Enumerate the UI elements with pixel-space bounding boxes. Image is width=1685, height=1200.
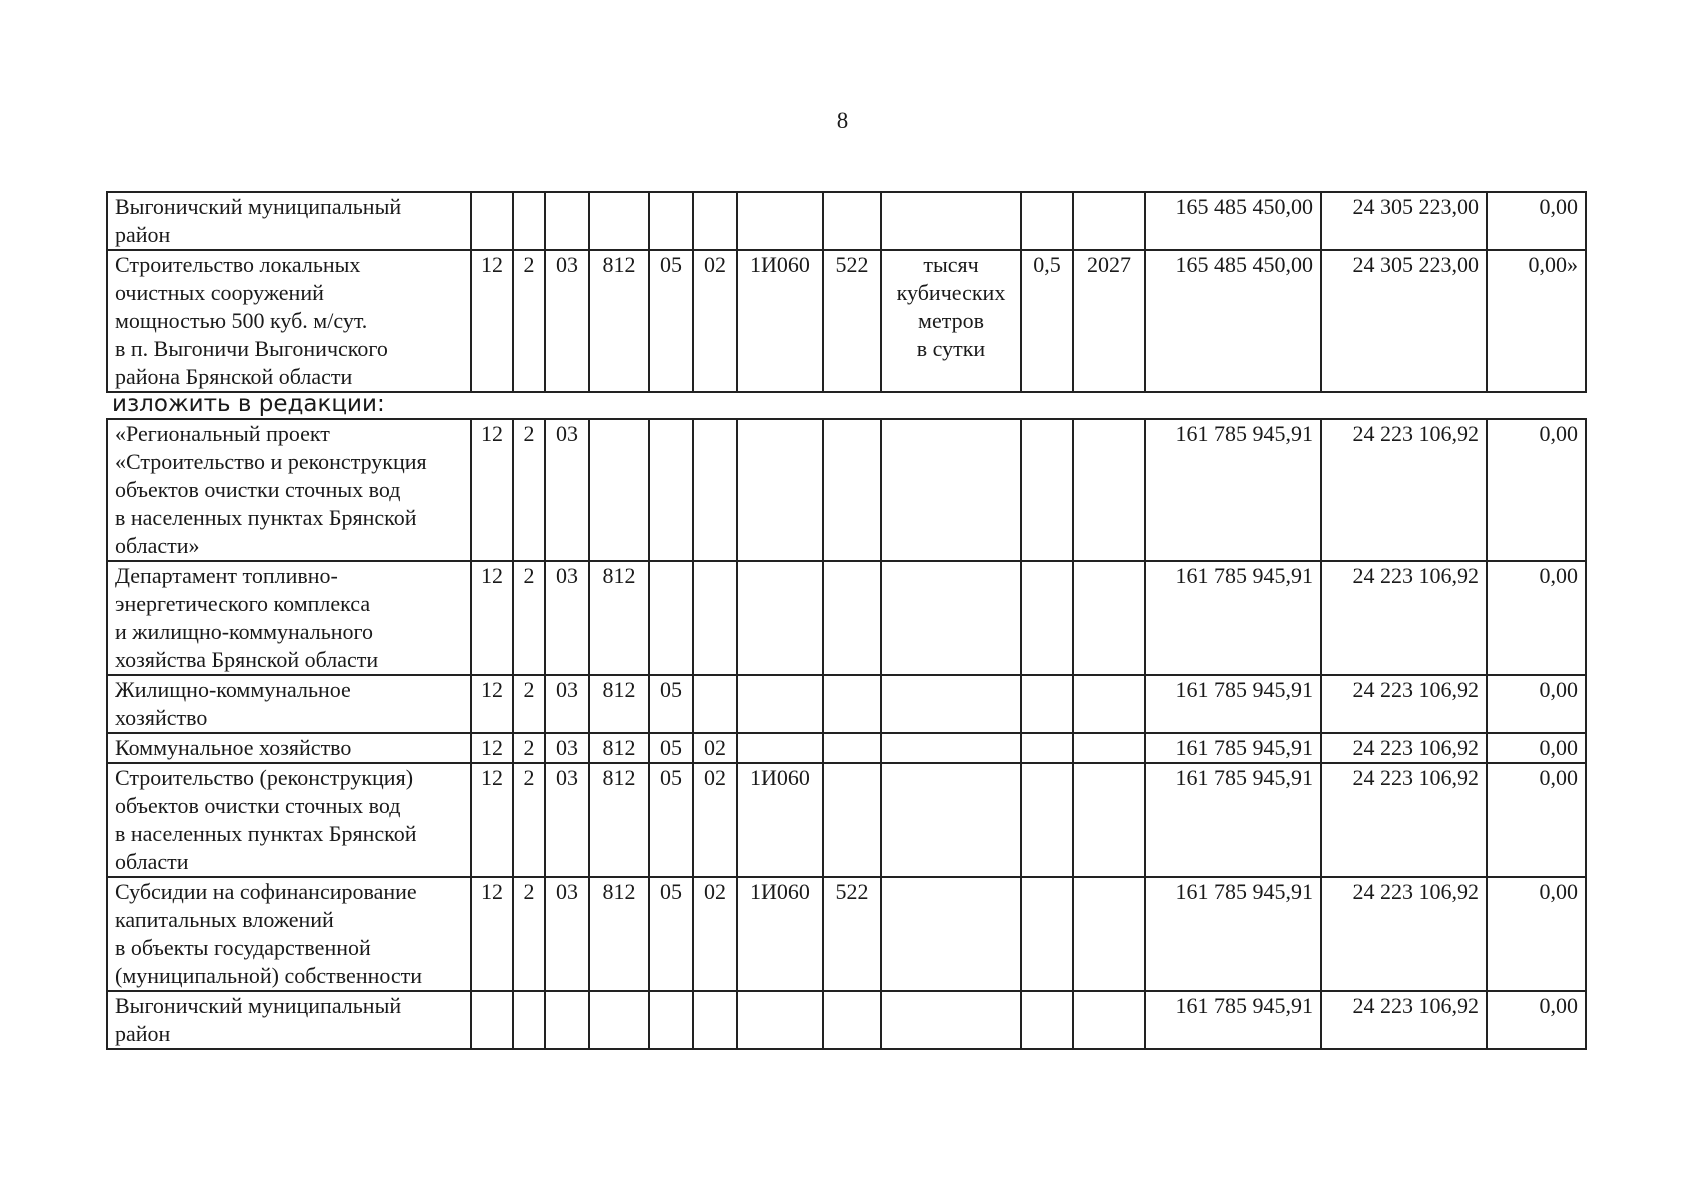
indicator-value-cell: 0,5 — [1021, 250, 1073, 392]
code-cell-8 — [823, 763, 881, 877]
row-name-line: района Брянской области — [115, 364, 353, 389]
year-cell — [1073, 877, 1145, 991]
code-cell-5 — [649, 192, 693, 250]
code-cell-5: 05 — [649, 250, 693, 392]
amount-cell-1: 161 785 945,91 — [1145, 419, 1321, 561]
code-cell-6: 02 — [693, 877, 737, 991]
year-cell — [1073, 419, 1145, 561]
row-name-line: в населенных пунктах Брянской — [115, 821, 417, 846]
amount-cell-2: 24 305 223,00 — [1321, 250, 1487, 392]
code-cell-8 — [823, 192, 881, 250]
code-cell-6 — [693, 192, 737, 250]
row-name-line: (муниципальной) собственности — [115, 963, 423, 988]
amount-cell-1: 161 785 945,91 — [1145, 675, 1321, 733]
table-row — [107, 419, 1586, 561]
row-name-line: области — [115, 849, 189, 874]
code-cell-5: 05 — [649, 675, 693, 733]
row-name-cell — [107, 419, 471, 561]
row-name-line: Строительство (реконструкция) — [115, 765, 414, 790]
code-cell-8 — [823, 561, 881, 675]
page-number: 8 — [836, 108, 849, 133]
budget-table-new — [106, 418, 1587, 1050]
code-cell-8 — [823, 733, 881, 763]
unit-cell — [881, 675, 1021, 733]
row-name-line: энергетического комплекса — [115, 591, 371, 616]
row-name-line: области» — [115, 533, 200, 558]
year-cell — [1073, 991, 1145, 1049]
code-cell-1: 12 — [471, 877, 513, 991]
row-name-line: район — [115, 222, 171, 247]
row-name-cell — [107, 192, 471, 250]
row-name-cell — [107, 675, 471, 733]
table-row — [107, 250, 1586, 392]
code-cell-8 — [823, 675, 881, 733]
code-cell-4: 812 — [589, 250, 649, 392]
row-name-line: в объекты государственной — [115, 935, 371, 960]
row-name-line: «Региональный проект — [115, 421, 330, 446]
row-name-cell — [107, 561, 471, 675]
amount-cell-1: 161 785 945,91 — [1145, 733, 1321, 763]
code-cell-3: 03 — [545, 733, 589, 763]
unit-cell — [881, 877, 1021, 991]
row-name-line: Субсидии на софинансирование — [115, 879, 417, 904]
unit-cell: тысяч кубических метров в сутки — [881, 250, 1021, 392]
amount-cell-2: 24 223 106,92 — [1321, 763, 1487, 877]
indicator-value-cell — [1021, 561, 1073, 675]
row-name-line: хозяйство — [115, 705, 208, 730]
code-cell-2: 2 — [513, 763, 545, 877]
code-cell-7 — [737, 675, 823, 733]
code-cell-3: 03 — [545, 877, 589, 991]
amount-cell-3: 0,00» — [1487, 250, 1586, 392]
unit-cell — [881, 561, 1021, 675]
row-name-cell — [107, 991, 471, 1049]
amount-cell-3: 0,00 — [1487, 763, 1586, 877]
table-row — [107, 192, 1586, 250]
code-cell-6: 02 — [693, 763, 737, 877]
unit-cell — [881, 419, 1021, 561]
year-cell — [1073, 675, 1145, 733]
table-row — [107, 675, 1586, 733]
unit-cell — [881, 733, 1021, 763]
code-cell-7 — [737, 419, 823, 561]
budget-table-old — [106, 191, 1587, 393]
indicator-value-cell — [1021, 192, 1073, 250]
unit-cell — [881, 991, 1021, 1049]
row-name-line: Коммунальное хозяйство — [115, 735, 352, 760]
indicator-value-cell — [1021, 991, 1073, 1049]
row-name-line: «Строительство и реконструкция — [115, 449, 427, 474]
indicator-value-cell — [1021, 763, 1073, 877]
code-cell-4: 812 — [589, 877, 649, 991]
amount-cell-2: 24 223 106,92 — [1321, 733, 1487, 763]
amount-cell-3: 0,00 — [1487, 877, 1586, 991]
code-cell-5: 05 — [649, 877, 693, 991]
old-rows-body — [107, 192, 1586, 392]
code-cell-6: 02 — [693, 733, 737, 763]
amount-cell-3: 0,00 — [1487, 733, 1586, 763]
amount-cell-3: 0,00 — [1487, 419, 1586, 561]
code-cell-4 — [589, 192, 649, 250]
code-cell-5 — [649, 991, 693, 1049]
year-cell — [1073, 733, 1145, 763]
amount-cell-1: 165 485 450,00 — [1145, 192, 1321, 250]
code-cell-1: 12 — [471, 419, 513, 561]
year-cell: 2027 — [1073, 250, 1145, 392]
amount-cell-2: 24 305 223,00 — [1321, 192, 1487, 250]
code-cell-2: 2 — [513, 733, 545, 763]
amount-cell-3: 0,00 — [1487, 675, 1586, 733]
row-name-line: объектов очистки сточных вод — [115, 477, 401, 502]
row-name-cell — [107, 733, 471, 763]
amount-cell-1: 161 785 945,91 — [1145, 763, 1321, 877]
code-cell-6 — [693, 419, 737, 561]
code-cell-8: 522 — [823, 250, 881, 392]
indicator-value-cell — [1021, 877, 1073, 991]
row-name-cell — [107, 877, 471, 991]
code-cell-6 — [693, 561, 737, 675]
row-name-line: Выгоничский муниципальный — [115, 993, 402, 1018]
row-name-line: Департамент топливно- — [115, 563, 338, 588]
row-name-line: Жилищно-коммунальное — [115, 677, 351, 702]
code-cell-2: 2 — [513, 561, 545, 675]
amount-cell-2: 24 223 106,92 — [1321, 675, 1487, 733]
code-cell-6 — [693, 991, 737, 1049]
code-cell-7 — [737, 192, 823, 250]
row-name-line: хозяйства Брянской области — [115, 647, 379, 672]
year-cell — [1073, 192, 1145, 250]
indicator-value-cell — [1021, 419, 1073, 561]
code-cell-4 — [589, 991, 649, 1049]
code-cell-5 — [649, 419, 693, 561]
indicator-value-cell — [1021, 733, 1073, 763]
code-cell-7: 1И060 — [737, 763, 823, 877]
code-cell-2 — [513, 991, 545, 1049]
year-cell — [1073, 763, 1145, 877]
code-cell-4: 812 — [589, 763, 649, 877]
amount-cell-2: 24 223 106,92 — [1321, 419, 1487, 561]
code-cell-3: 03 — [545, 675, 589, 733]
row-name-line: мощностью 500 куб. м/сут. — [115, 308, 368, 333]
code-cell-2: 2 — [513, 419, 545, 561]
code-cell-3 — [545, 991, 589, 1049]
code-cell-4: 812 — [589, 733, 649, 763]
amount-cell-3: 0,00 — [1487, 192, 1586, 250]
code-cell-1 — [471, 192, 513, 250]
code-cell-1: 12 — [471, 733, 513, 763]
code-cell-6: 02 — [693, 250, 737, 392]
amount-cell-2: 24 223 106,92 — [1321, 991, 1487, 1049]
code-cell-3: 03 — [545, 763, 589, 877]
table-row — [107, 733, 1586, 763]
row-name-line: Строительство локальных — [115, 252, 361, 277]
code-cell-1 — [471, 991, 513, 1049]
row-name-line: и жилищно-коммунального — [115, 619, 374, 644]
instruction-text: изложить в редакции: — [112, 391, 385, 417]
code-cell-7 — [737, 561, 823, 675]
code-cell-7 — [737, 733, 823, 763]
code-cell-3: 03 — [545, 561, 589, 675]
row-name-line: в п. Выгоничи Выгоничского — [115, 336, 388, 361]
amount-cell-3: 0,00 — [1487, 561, 1586, 675]
code-cell-1: 12 — [471, 250, 513, 392]
row-name-line: район — [115, 1021, 171, 1046]
amount-cell-1: 161 785 945,91 — [1145, 991, 1321, 1049]
code-cell-5: 05 — [649, 733, 693, 763]
new-rows-body — [107, 419, 1586, 1049]
row-name-cell — [107, 763, 471, 877]
code-cell-3 — [545, 192, 589, 250]
code-cell-3: 03 — [545, 250, 589, 392]
amount-cell-1: 161 785 945,91 — [1145, 877, 1321, 991]
row-name-line: очистных сооружений — [115, 280, 324, 305]
unit-cell — [881, 192, 1021, 250]
amount-cell-1: 165 485 450,00 — [1145, 250, 1321, 392]
code-cell-8 — [823, 419, 881, 561]
amount-cell-2: 24 223 106,92 — [1321, 561, 1487, 675]
table-row — [107, 763, 1586, 877]
code-cell-6 — [693, 675, 737, 733]
amount-cell-1: 161 785 945,91 — [1145, 561, 1321, 675]
code-cell-4 — [589, 419, 649, 561]
row-name-cell — [107, 250, 471, 392]
code-cell-1: 12 — [471, 763, 513, 877]
code-cell-1: 12 — [471, 561, 513, 675]
amount-cell-2: 24 223 106,92 — [1321, 877, 1487, 991]
code-cell-1: 12 — [471, 675, 513, 733]
row-name-line: капитальных вложений — [115, 907, 334, 932]
indicator-value-cell — [1021, 675, 1073, 733]
code-cell-7 — [737, 991, 823, 1049]
code-cell-2: 2 — [513, 675, 545, 733]
table-row — [107, 877, 1586, 991]
code-cell-4: 812 — [589, 675, 649, 733]
code-cell-2: 2 — [513, 250, 545, 392]
code-cell-5 — [649, 561, 693, 675]
row-name-line: Выгоничский муниципальный — [115, 194, 402, 219]
year-cell — [1073, 561, 1145, 675]
code-cell-4: 812 — [589, 561, 649, 675]
row-name-line: в населенных пунктах Брянской — [115, 505, 417, 530]
code-cell-2 — [513, 192, 545, 250]
code-cell-3: 03 — [545, 419, 589, 561]
code-cell-5: 05 — [649, 763, 693, 877]
amount-cell-3: 0,00 — [1487, 991, 1586, 1049]
code-cell-7: 1И060 — [737, 877, 823, 991]
table-row — [107, 561, 1586, 675]
table-row — [107, 991, 1586, 1049]
code-cell-2: 2 — [513, 877, 545, 991]
unit-cell — [881, 763, 1021, 877]
row-name-line: объектов очистки сточных вод — [115, 793, 401, 818]
code-cell-8: 522 — [823, 877, 881, 991]
code-cell-7: 1И060 — [737, 250, 823, 392]
code-cell-8 — [823, 991, 881, 1049]
